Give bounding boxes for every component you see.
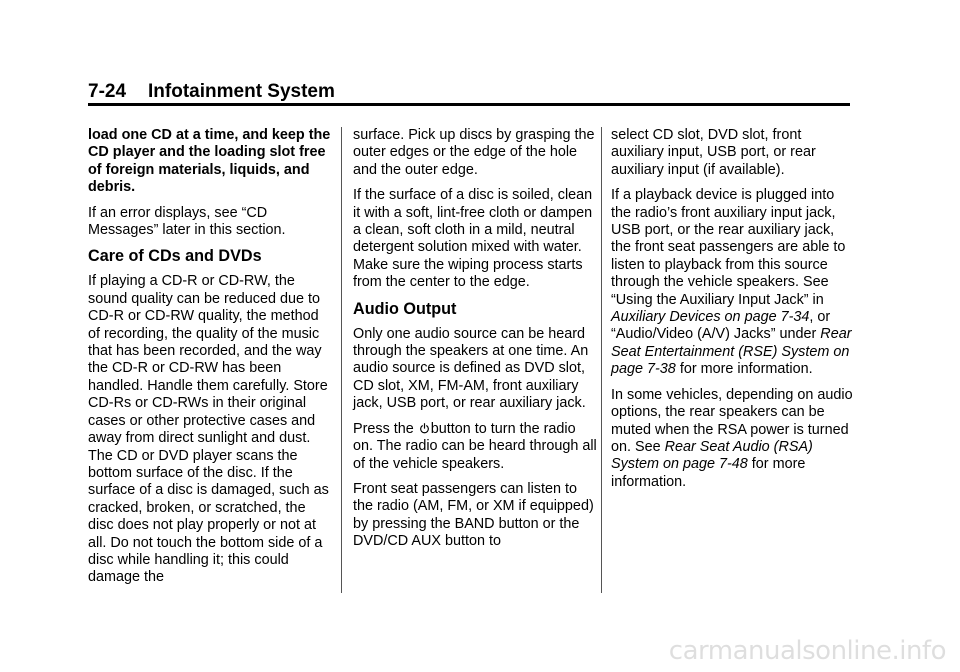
column-3 <box>611 127 857 499</box>
section-title: Infotainment System <box>148 81 335 102</box>
playback-text-c: for more information. <box>675 361 813 378</box>
cd-care-paragraph: If playing a CD-R or CD-RW, the sound quality can be reduced due to CD-R or CD-RW quality, the method of recording, the quality of the music that has been recorded, and the way the CD-R or CD-RW has been handled. Handle them carefully. Store CD-Rs or CD-RWs in their original cases or other protective cases and away from direct sunlight and dust. The CD or DVD player scans the bottom surface of the disc. If the surface of a disc is damaged, such as cracked, broken, or scratched, the disc does not play properly or not at all. Do not touch the bottom side of a disc while handling it; this could damage the <box>88 273 329 586</box>
power-icon <box>419 423 430 434</box>
playback-text-a: If a playback device is plugged into the radio’s front auxiliary input jack, USB port, or the rear auxiliary jack, the front seat passengers are able to listen to playback from this source through the vehicle speakers. See “Using the Auxiliary Input Jack” in <box>611 187 846 308</box>
source-selection-paragraph: select CD slot, DVD slot, front auxiliary input, USB port, or rear auxiliary input (if available). <box>611 127 816 178</box>
rse-system-reference: Rear Seat Entertainment (RSE) System on page 7-38 <box>611 326 852 378</box>
rsa-system-reference: Rear Seat Audio (RSA) System on page 7-48 <box>611 438 813 473</box>
header-rule <box>88 103 850 106</box>
power-text-before: Press the <box>353 420 418 437</box>
column-2 <box>353 127 599 559</box>
disc-handling-paragraph: surface. Pick up discs by grasping the outer edges or the edge of the hole and the outer edge. <box>353 127 595 178</box>
rear-speakers-paragraph <box>611 387 857 491</box>
front-seat-paragraph: Front seat passengers can listen to the radio (AM, FM, or XM if equipped) by pressing the BAND button or the DVD/CD AUX button to <box>353 480 594 550</box>
playback-device-paragraph <box>611 187 857 378</box>
page-header <box>88 81 335 105</box>
power-text-after: button to turn the radio on. The radio can be heard through all of the vehicle speakers. <box>353 420 597 472</box>
page-number: 7-24 <box>88 81 127 102</box>
watermark: carmanualsonline.info <box>668 636 946 666</box>
auxiliary-devices-reference: Auxiliary Devices on page 7-34 <box>611 309 810 326</box>
column-divider-1 <box>341 127 342 593</box>
cd-loading-warning: load one CD at a time, and keep the CD player and the loading slot free of foreign materials, liquids, and debris. <box>88 127 331 196</box>
audio-source-paragraph: Only one audio source can be heard through the speakers at one time. An audio source is defined as DVD slot, CD slot, XM, FM-AM, front auxiliary jack, USB port, or rear auxiliary jack. <box>353 325 589 412</box>
rear-speakers-text-b: for more information. <box>611 456 806 490</box>
heading-audio-output: Audio Output <box>353 299 457 318</box>
column-1 <box>88 127 334 595</box>
heading-care-of-cds: Care of CDs and DVDs <box>88 247 262 266</box>
rear-speakers-text-a: In some vehicles, depending on audio options, the rear speakers can be muted when the RSA power is turned on. See <box>611 386 853 455</box>
disc-cleaning-paragraph: If the surface of a disc is soiled, clean it with a soft, lint-free cloth or dampen a clean, soft cloth in a mild, neutral detergent solution mixed with water. Make sure the wiping process starts from the center to the edge. <box>353 187 593 291</box>
power-button-paragraph <box>353 421 599 473</box>
error-display-paragraph: If an error displays, see “CD Messages” later in this section. <box>88 204 286 239</box>
column-divider-2 <box>601 127 602 593</box>
playback-text-b: , or “Audio/Video (A/V) Jacks” under <box>611 309 831 343</box>
